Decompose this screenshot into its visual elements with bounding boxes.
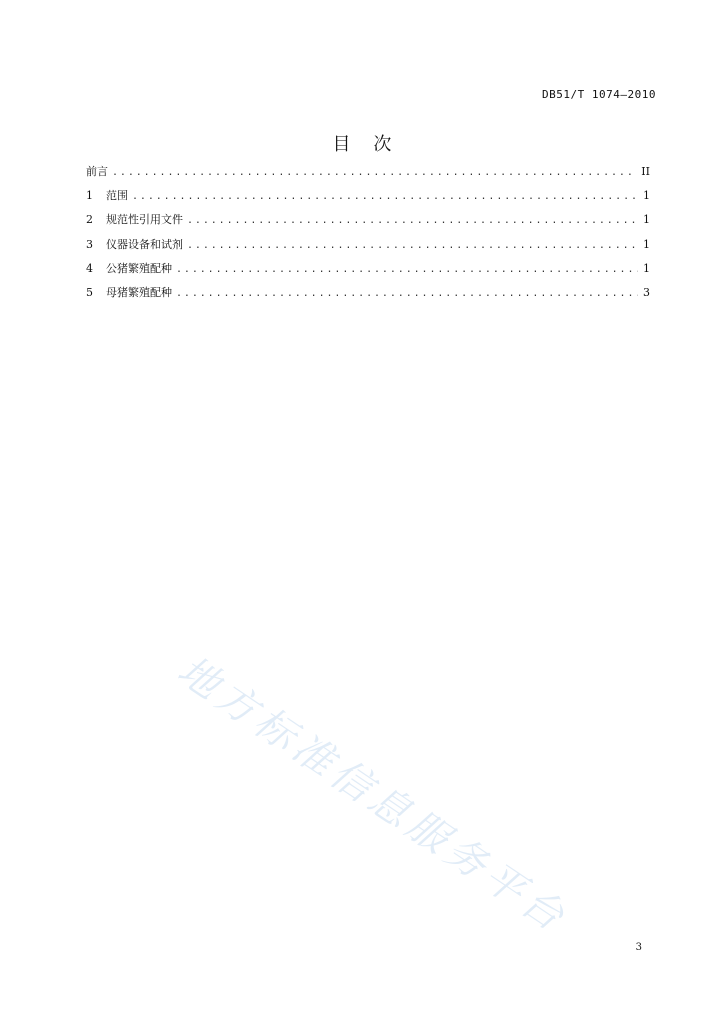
- toc-leader-dots: [187, 238, 638, 254]
- toc-entry-scope[interactable]: [86, 188, 650, 212]
- toc-entry-label: 母猪繁殖配种: [106, 285, 172, 299]
- toc-entry-label: 规范性引用文件: [106, 213, 183, 227]
- document-code: DB51/T 1074—2010: [542, 88, 656, 101]
- toc-leader-dots: [187, 213, 638, 229]
- toc-entry-number: 2: [86, 213, 93, 227]
- toc-entry-number: 3: [86, 237, 93, 251]
- toc-entry-sow-breeding[interactable]: [86, 285, 650, 309]
- toc-entry-instruments-reagents[interactable]: [86, 237, 650, 261]
- toc-entry-page: 1: [643, 189, 650, 203]
- toc-leader-dots: [176, 262, 638, 278]
- toc-entry-label: 公猪繁殖配种: [106, 261, 172, 275]
- toc-entry-label: 前言: [86, 165, 108, 178]
- page-number: 3: [635, 942, 642, 953]
- toc-title: 目 次: [332, 134, 392, 155]
- table-of-contents: [86, 164, 650, 309]
- toc-entry-page: 1: [643, 237, 650, 251]
- toc-entry-page: 3: [643, 285, 650, 299]
- toc-entry-number: 4: [86, 261, 93, 275]
- toc-leader-dots: [112, 165, 637, 181]
- toc-entry-page: 1: [643, 261, 650, 275]
- toc-entry-label: 范围: [106, 189, 128, 203]
- toc-entry-foreword[interactable]: [86, 164, 650, 188]
- toc-entry-number: 1: [86, 189, 93, 203]
- toc-entry-label: 仪器设备和试剂: [106, 237, 183, 251]
- toc-entry-page: 1: [643, 213, 650, 227]
- toc-entry-page: II: [641, 165, 650, 178]
- toc-leader-dots: [176, 286, 638, 302]
- toc-entry-number: 5: [86, 285, 93, 299]
- watermark: 地方标准信息服务平台: [169, 647, 577, 943]
- toc-leader-dots: [132, 189, 638, 205]
- toc-entry-normative-references[interactable]: [86, 212, 650, 236]
- toc-entry-boar-breeding[interactable]: [86, 261, 650, 285]
